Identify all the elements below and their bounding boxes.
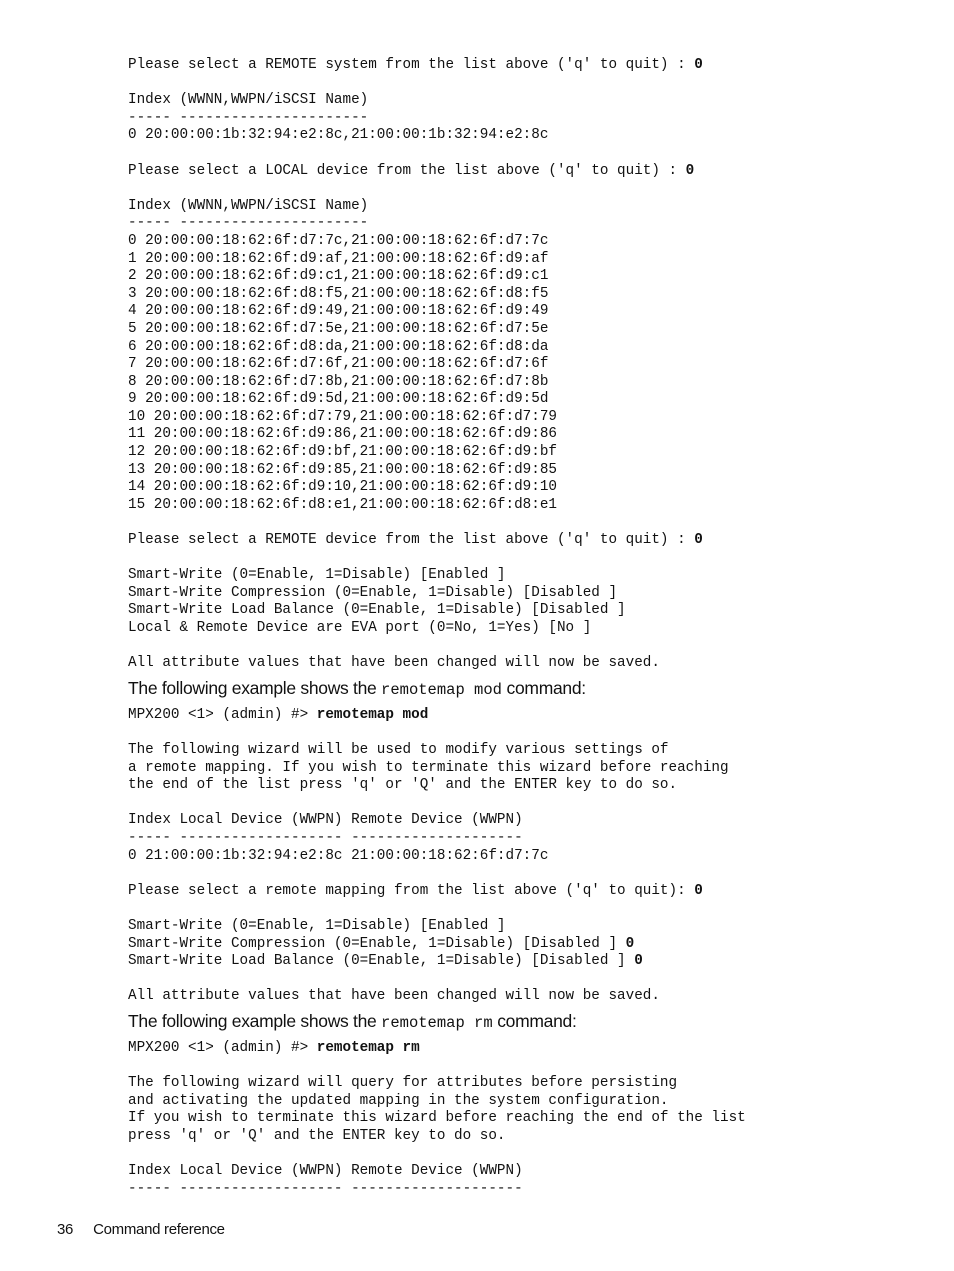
mapping-header: Index Local Device (WWPN) Remote Device (WWPN): [128, 812, 523, 829]
device-entry: 7 20:00:00:18:62:6f:d7:6f,21:00:00:18:62:6f:d7:6f: [128, 356, 549, 373]
inline-command: remotemap mod: [381, 680, 502, 699]
remote-device-answer: 0: [694, 532, 703, 549]
device-entry: 1 20:00:00:18:62:6f:d9:af,21:00:00:18:62:6f:d9:af: [128, 250, 549, 267]
device-entry: 10 20:00:00:18:62:6f:d7:79,21:00:00:18:62:6f:d7:79: [128, 408, 557, 425]
device-entry: 9 20:00:00:18:62:6f:d9:5d,21:00:00:18:62:6f:d9:5d: [128, 391, 549, 408]
index-header: Index (WWNN,WWPN/iSCSI Name): [128, 197, 369, 214]
local-device-prompt: Please select a LOCAL device from the list above ('q' to quit) :: [128, 162, 686, 179]
device-entry: 0 20:00:00:18:62:6f:d7:7c,21:00:00:18:62:6f:d7:7c: [128, 232, 549, 249]
page-content: [128, 57, 928, 1198]
wizard-line: If you wish to terminate this wizard before reaching the end of the list: [128, 1110, 746, 1127]
prose-text: The following example shows the: [128, 677, 382, 698]
code-block-remotemap-add: [128, 57, 928, 673]
attribute-line: Smart-Write Compression (0=Enable, 1=Disable) [Disabled ]: [128, 935, 626, 952]
attribute-line: Smart-Write Compression (0=Enable, 1=Disable) [Disabled ]: [128, 584, 618, 601]
device-entry: 14 20:00:00:18:62:6f:d9:10,21:00:00:18:62:6f:d9:10: [128, 479, 557, 496]
wizard-line: The following wizard will be used to modify various settings of: [128, 741, 669, 758]
separator: ----- ----------------------: [128, 215, 369, 232]
wizard-line: a remote mapping. If you wish to terminate this wizard before reaching: [128, 759, 729, 776]
prose-text: The following example shows the: [128, 1010, 382, 1031]
wizard-line: press 'q' or 'Q' and the ENTER key to do so.: [128, 1127, 506, 1144]
inline-command: remotemap rm: [381, 1013, 493, 1032]
device-entry: 8 20:00:00:18:62:6f:d7:8b,21:00:00:18:62:6f:d7:8b: [128, 373, 549, 390]
cli-prompt: MPX200 <1> (admin) #>: [128, 1039, 317, 1056]
separator: ----- ------------------- --------------------: [128, 1180, 523, 1197]
remote-device-prompt: Please select a REMOTE device from the list above ('q' to quit) :: [128, 532, 695, 549]
device-entry: 15 20:00:00:18:62:6f:d8:e1,21:00:00:18:62:6f:d8:e1: [128, 496, 557, 513]
device-entry: 2 20:00:00:18:62:6f:d9:c1,21:00:00:18:62:6f:d9:c1: [128, 268, 549, 285]
attribute-answer: 0: [625, 935, 635, 952]
section-title: Command reference: [93, 1221, 225, 1238]
device-entry: 11 20:00:00:18:62:6f:d9:86,21:00:00:18:62:6f:d9:86: [128, 426, 557, 443]
device-entry: 4 20:00:00:18:62:6f:d9:49,21:00:00:18:62:6f:d9:49: [128, 303, 549, 320]
mapping-entry: 0 21:00:00:1b:32:94:e2:8c 21:00:00:18:62:6f:d7:7c: [128, 847, 549, 864]
attribute-line: Smart-Write Load Balance (0=Enable, 1=Disable) [Disabled ]: [128, 953, 635, 970]
device-entry: 6 20:00:00:18:62:6f:d8:da,21:00:00:18:62:6f:d8:da: [128, 338, 549, 355]
device-entry: 5 20:00:00:18:62:6f:d7:5e,21:00:00:18:62:6f:d7:5e: [128, 320, 549, 337]
attribute-line: Local & Remote Device are EVA port (0=No, 1=Yes) [No ]: [128, 620, 592, 636]
device-entry: 12 20:00:00:18:62:6f:d9:bf,21:00:00:18:62:6f:d9:bf: [128, 444, 557, 461]
saved-message: All attribute values that have been changed will now be saved.: [128, 988, 660, 1005]
remote-system-entry: 0 20:00:00:1b:32:94:e2:8c,21:00:00:1b:32:94:e2:8c: [128, 127, 549, 144]
wizard-line: The following wizard will query for attributes before persisting: [128, 1075, 678, 1092]
attribute-line: Smart-Write (0=Enable, 1=Disable) [Enabled ]: [128, 567, 506, 584]
prose-text: command:: [501, 677, 586, 698]
wizard-line: the end of the list press 'q' or 'Q' and the ENTER key to do so.: [128, 777, 678, 794]
saved-message: All attribute values that have been changed will now be saved.: [128, 655, 660, 672]
page-number: 36: [57, 1221, 74, 1238]
prose-remotemap-rm: [128, 1010, 928, 1034]
prose-text: command:: [492, 1010, 577, 1031]
cli-command: remotemap mod: [316, 706, 429, 723]
attribute-line: Smart-Write Load Balance (0=Enable, 1=Disable) [Disabled ]: [128, 602, 626, 619]
remote-system-prompt: Please select a REMOTE system from the list above ('q' to quit) :: [128, 57, 695, 73]
mapping-prompt: Please select a remote mapping from the list above ('q' to quit):: [128, 882, 695, 899]
remote-system-answer: 0: [694, 57, 703, 73]
separator: ----- ------------------- --------------------: [128, 829, 523, 846]
prose-remotemap-mod: [128, 677, 928, 701]
index-header: Index (WWNN,WWPN/iSCSI Name): [128, 92, 369, 109]
separator: ----- ----------------------: [128, 109, 369, 126]
mapping-answer: 0: [694, 882, 703, 899]
code-block-remotemap-mod: [128, 707, 928, 1006]
mapping-header: Index Local Device (WWPN) Remote Device (WWPN): [128, 1163, 523, 1180]
attribute-line: Smart-Write (0=Enable, 1=Disable) [Enabled ]: [128, 917, 506, 934]
cli-command: remotemap rm: [316, 1039, 420, 1056]
code-block-remotemap-rm: [128, 1040, 928, 1198]
page-footer: [57, 1221, 225, 1238]
local-device-answer: 0: [685, 162, 695, 179]
device-entry: 13 20:00:00:18:62:6f:d9:85,21:00:00:18:62:6f:d9:85: [128, 461, 557, 478]
wizard-line: and activating the updated mapping in the system configuration.: [128, 1092, 669, 1109]
cli-prompt: MPX200 <1> (admin) #>: [128, 706, 317, 723]
attribute-answer: 0: [634, 953, 643, 970]
device-entry: 3 20:00:00:18:62:6f:d8:f5,21:00:00:18:62:6f:d8:f5: [128, 285, 549, 302]
